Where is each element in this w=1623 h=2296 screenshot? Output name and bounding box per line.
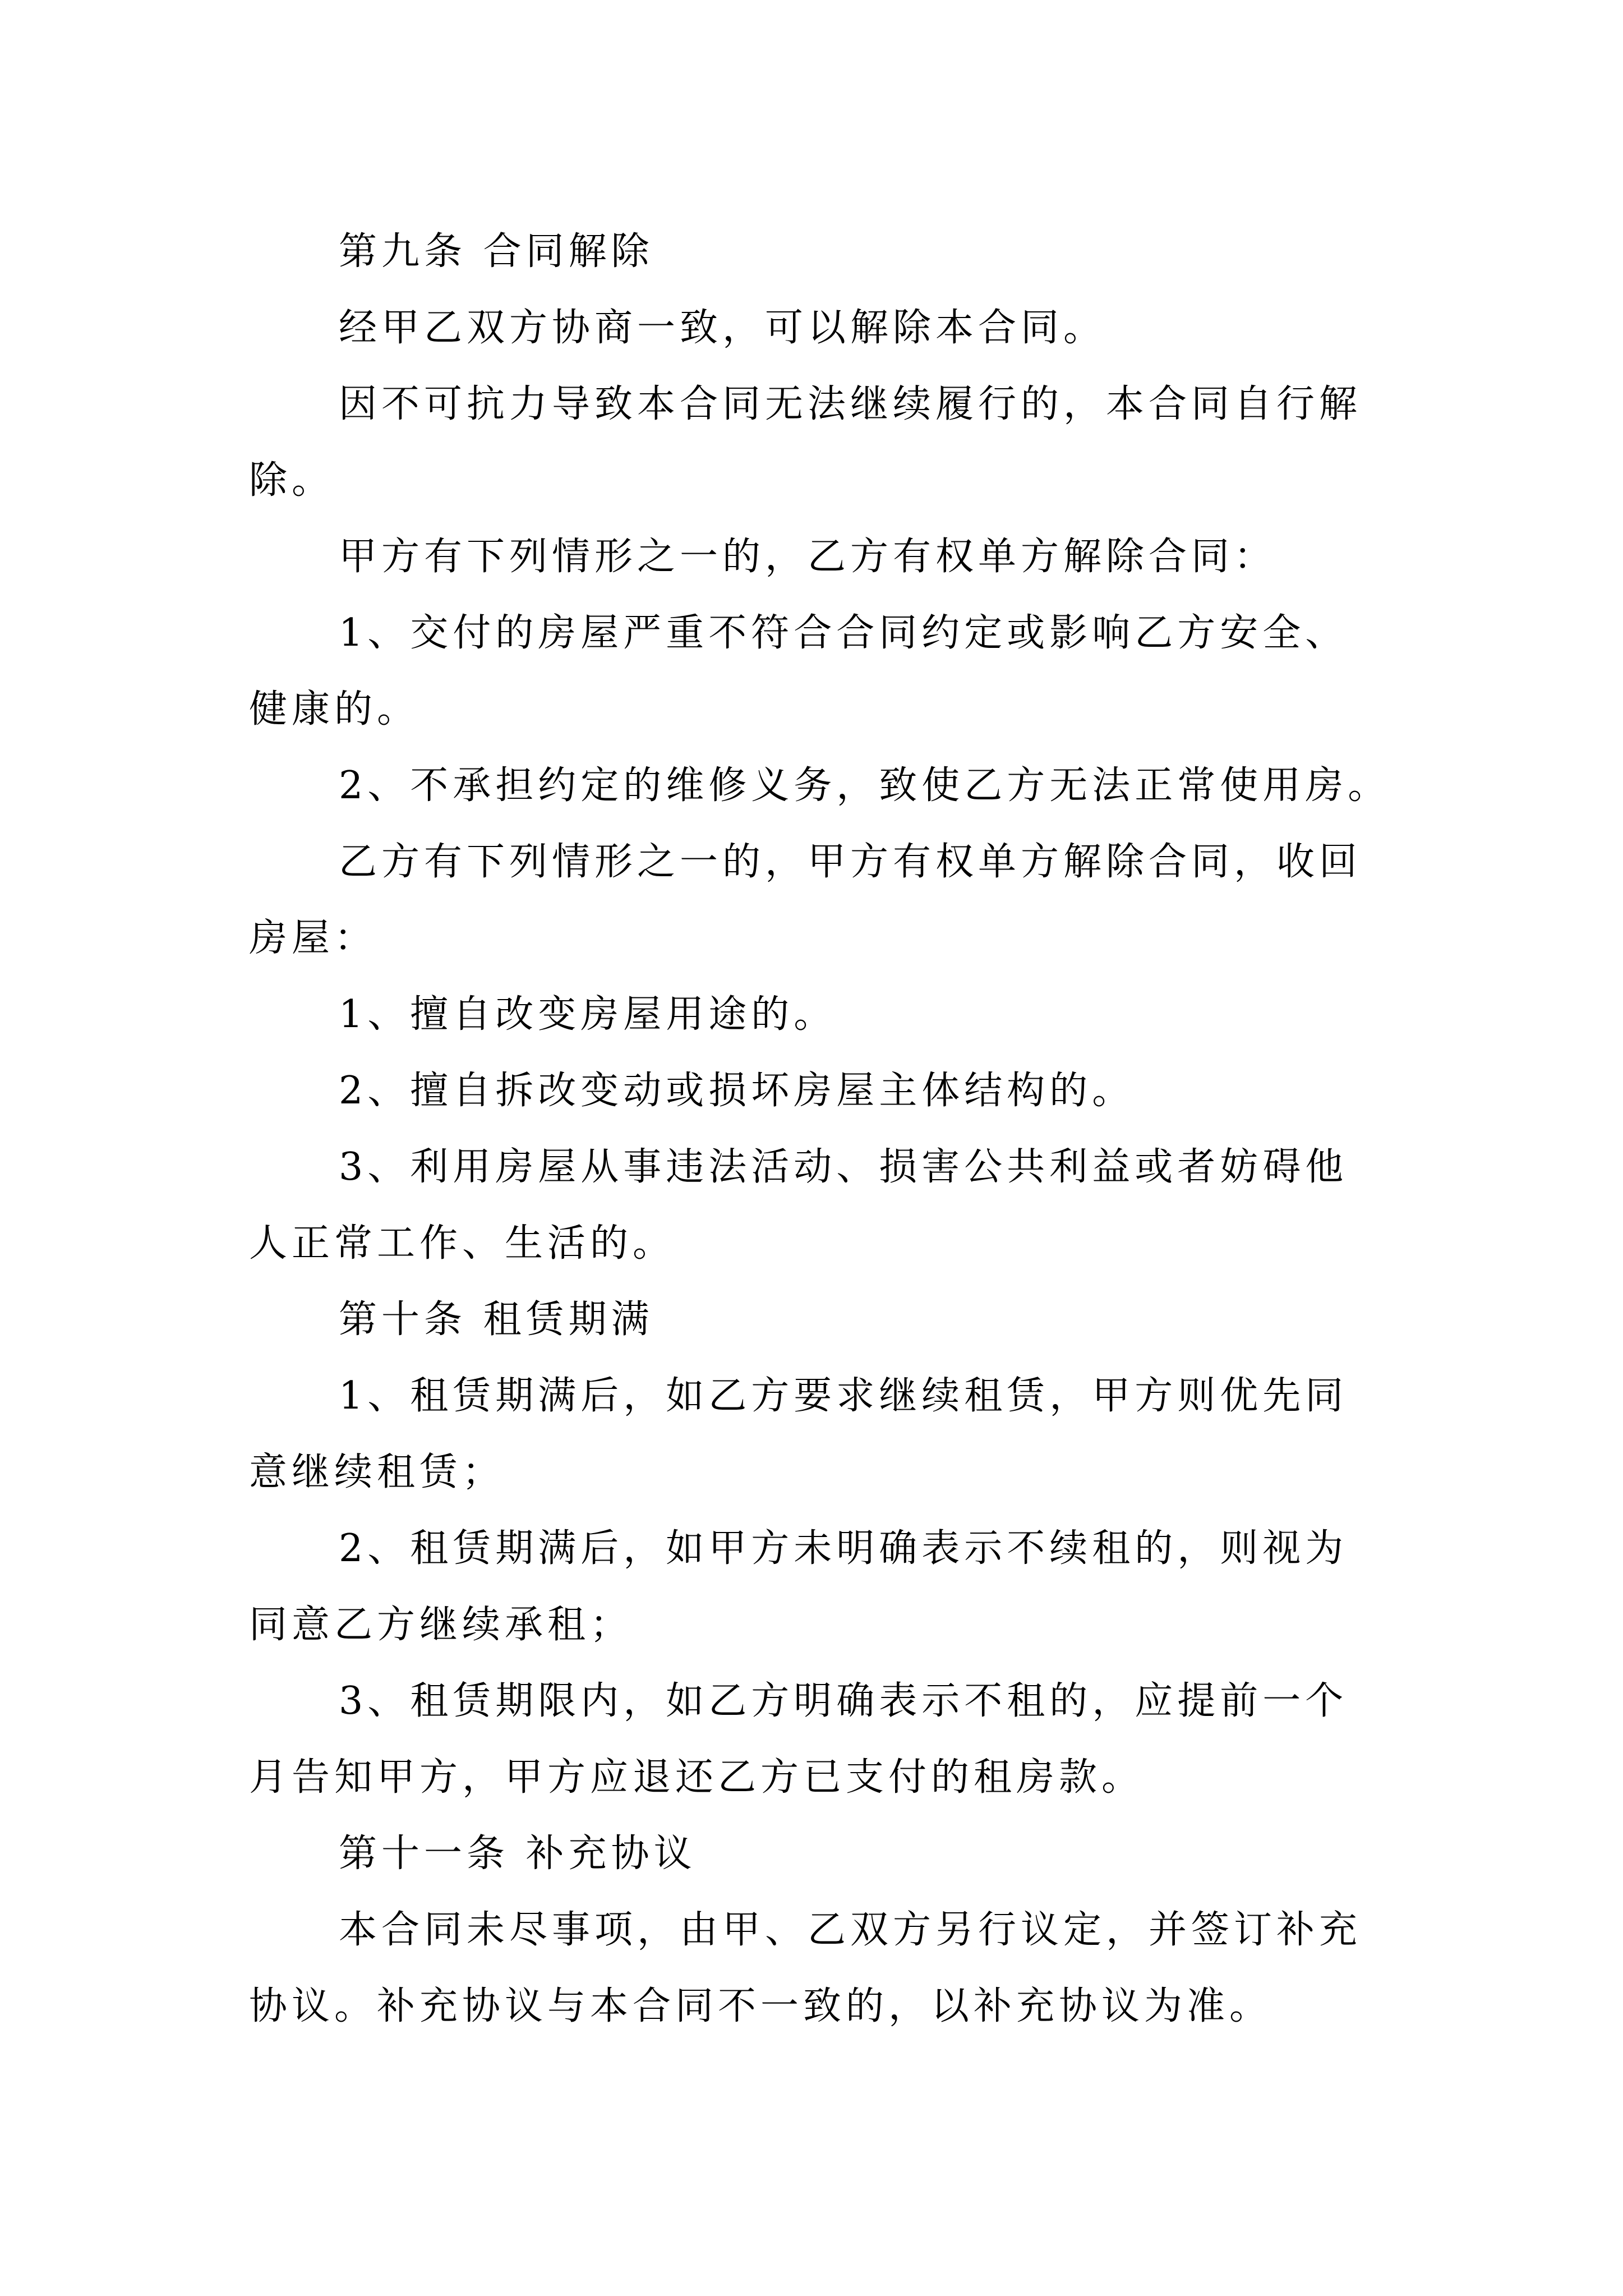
paragraph-line: 房屋： bbox=[249, 916, 377, 960]
paragraph-line: 经甲乙双方协商一致，可以解除本合同。 bbox=[339, 306, 1106, 350]
article-10-heading: 第十条 租赁期满 bbox=[339, 1297, 654, 1342]
paragraph-line: 本合同未尽事项，由甲、乙双方另行议定，并签订补充 bbox=[339, 1908, 1362, 1952]
list-item-line: 人正常工作、生活的。 bbox=[249, 1221, 676, 1266]
list-item-line: 2、不承担约定的维修义务，致使乙方无法正常使用房。 bbox=[339, 763, 1391, 808]
paragraph-line: 因不可抗力导致本合同无法继续履行的，本合同自行解 bbox=[339, 382, 1362, 426]
list-item-line: 月告知甲方，甲方应退还乙方已支付的租房款。 bbox=[249, 1755, 1145, 1800]
list-item-line: 同意乙方继续承租； bbox=[249, 1603, 633, 1647]
list-item-line: 1、擅自改变房屋用途的。 bbox=[339, 992, 837, 1037]
list-item-line: 1、交付的房屋严重不符合合同约定或影响乙方安全、 bbox=[339, 611, 1348, 655]
list-item-line: 3、租赁期限内，如乙方明确表示不租的，应提前一个 bbox=[339, 1679, 1348, 1723]
paragraph-line: 甲方有下列情形之一的，乙方有权单方解除合同： bbox=[339, 535, 1277, 579]
article-11-heading: 第十一条 补充协议 bbox=[339, 1832, 697, 1876]
paragraph-line: 协议。补充协议与本合同不一致的，以补充协议为准。 bbox=[249, 1984, 1272, 2028]
list-item-line: 意继续租赁； bbox=[249, 1450, 505, 1494]
list-item-line: 2、租赁期满后，如甲方未明确表示不续租的，则视为 bbox=[339, 1526, 1348, 1571]
list-item-line: 1、租赁期满后，如乙方要求继续租赁，甲方则优先同 bbox=[339, 1374, 1348, 1418]
list-item-line: 3、利用房屋从事违法活动、损害公共利益或者妨碍他 bbox=[339, 1145, 1348, 1189]
document-body bbox=[249, 214, 1391, 2045]
list-item-line: 2、擅自拆改变动或损坏房屋主体结构的。 bbox=[339, 1069, 1135, 1113]
article-9-heading: 第九条 合同解除 bbox=[339, 229, 654, 274]
paragraph-line: 除。 bbox=[249, 458, 335, 503]
list-item-line: 健康的。 bbox=[249, 687, 420, 731]
paragraph-line: 乙方有下列情形之一的，甲方有权单方解除合同，收回 bbox=[339, 840, 1362, 884]
